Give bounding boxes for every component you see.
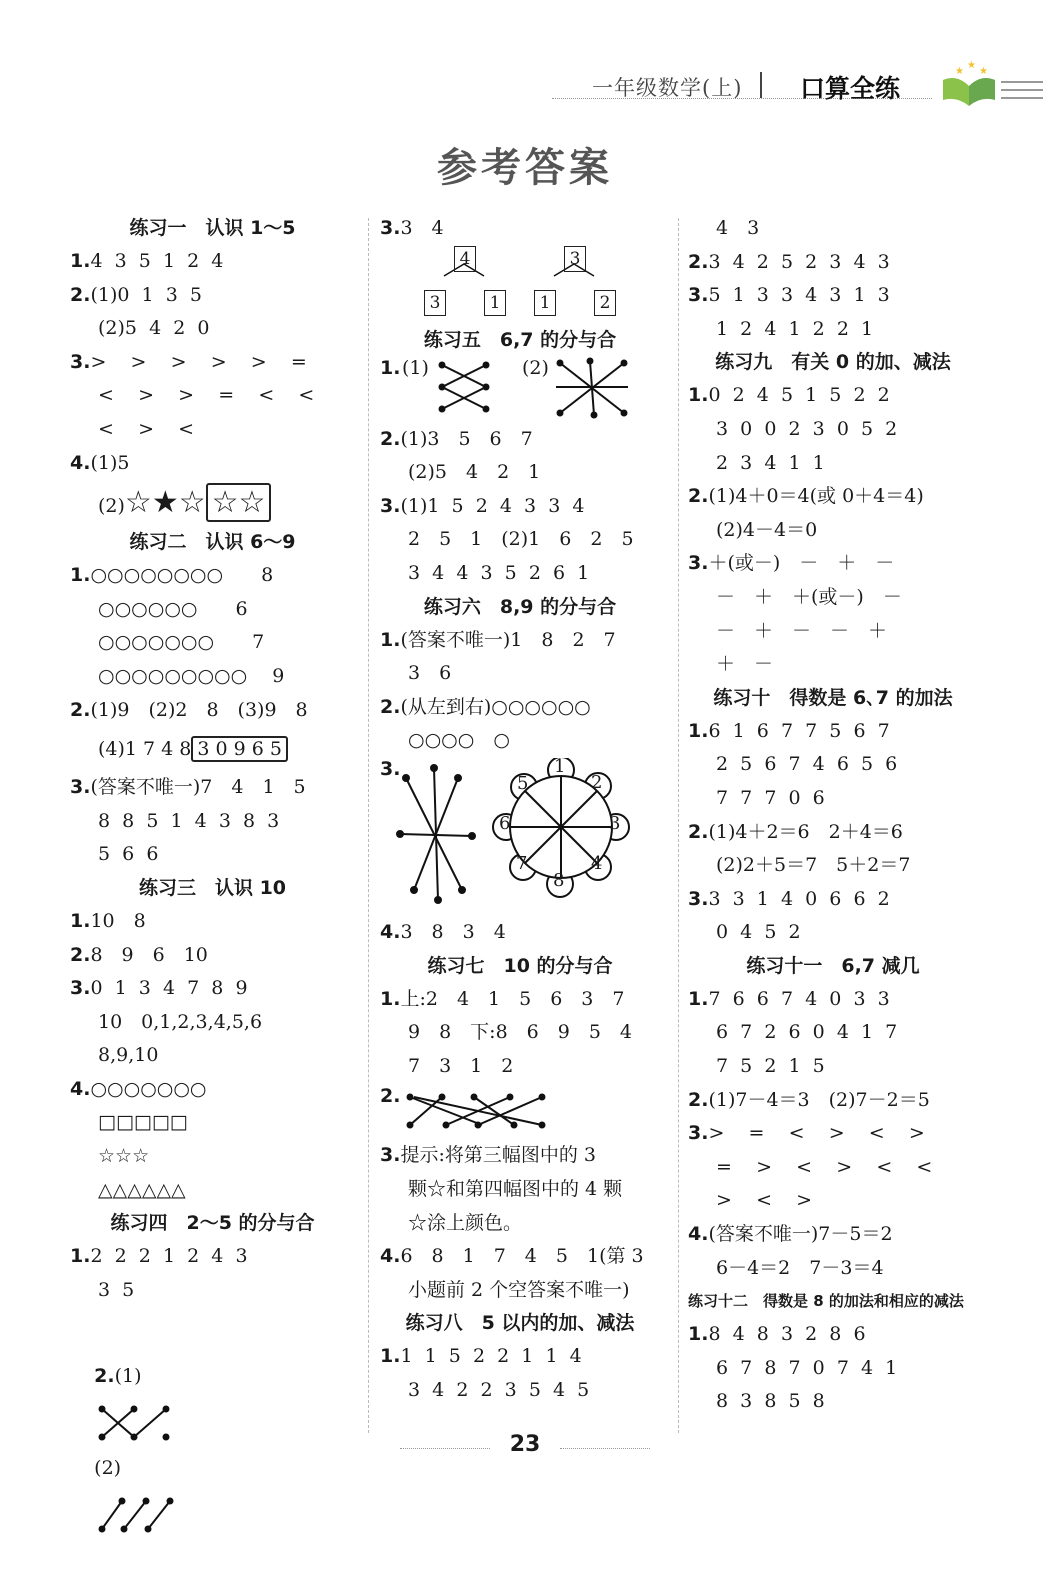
triangle-row: △△△△△△ bbox=[98, 1178, 186, 1201]
answer-row bbox=[688, 1352, 978, 1386]
number-trees bbox=[380, 246, 660, 324]
circle-row: ○○○○○○○○○ bbox=[98, 664, 248, 687]
matching-lines-icon bbox=[402, 1083, 572, 1139]
answer-values: > > > > > = bbox=[90, 350, 307, 373]
answer-row: 4.(答案不唯一)7－5＝2 bbox=[688, 1223, 893, 1246]
section-heading: 练习十二 得数是 8 的加法和相应的减法 bbox=[688, 1292, 964, 1311]
answer-row bbox=[70, 838, 355, 872]
answer-row bbox=[70, 593, 355, 627]
tree-top-box: 3 bbox=[564, 246, 586, 272]
answer-row bbox=[688, 212, 978, 246]
answer-row bbox=[70, 1039, 355, 1073]
answer-row: 4.(1)5 bbox=[70, 451, 130, 474]
answer-row bbox=[688, 782, 978, 816]
answer-values: 6－4＝2 7－3＝4 bbox=[716, 1256, 884, 1279]
petal-number: 6 bbox=[499, 812, 511, 834]
circle-count: 8 bbox=[261, 564, 274, 587]
petal-number: 7 bbox=[516, 852, 528, 874]
section-heading: 练习二 认识 6～9 bbox=[129, 531, 296, 554]
answer-values: 2 5 6 7 4 6 5 6 bbox=[716, 753, 898, 776]
answer-row bbox=[70, 1274, 355, 1308]
answer-values: 3 4 bbox=[400, 217, 444, 239]
answer-row: 4.6 8 1 7 4 5 1(第 3 bbox=[380, 1245, 644, 1268]
answer-values: (2)2＋5＝7 5＋2＝7 bbox=[716, 854, 911, 877]
answer-row bbox=[688, 413, 978, 447]
answer-values: 2 3 4 1 1 bbox=[716, 451, 825, 474]
petal-number: 3 bbox=[609, 812, 621, 834]
answer-values: (1)7－4＝3 (2)7－2＝5 bbox=[708, 1088, 930, 1111]
section-heading: 练习七 10 的分与合 bbox=[427, 954, 613, 977]
answer-row bbox=[688, 514, 978, 548]
answer-row bbox=[70, 480, 355, 526]
answer-values: (2)5 4 2 1 bbox=[408, 461, 541, 484]
answer-values: 6 7 2 6 0 4 1 7 bbox=[716, 1021, 898, 1044]
answer-row: 2.(1)9 (2)2 8 (3)9 8 bbox=[70, 698, 308, 721]
answer-row: 2.(1)4＋0＝4(或 0＋4＝4) bbox=[688, 485, 924, 508]
answer-row bbox=[70, 805, 355, 839]
sub-label: (1) bbox=[402, 356, 429, 379]
answer-values: 3 6 bbox=[408, 662, 452, 685]
answer-values: 8 3 8 5 8 bbox=[716, 1390, 825, 1413]
answer-row bbox=[70, 312, 355, 346]
answer-values: 5 6 6 bbox=[98, 843, 159, 866]
answer-row: 1.上:2 4 1 5 6 3 7 bbox=[380, 987, 625, 1010]
answer-row: 3.0 1 3 4 7 8 9 bbox=[70, 977, 248, 1000]
answer-row: 1.1 1 5 2 2 1 1 4 bbox=[380, 1345, 582, 1368]
answer-row: 2.(1)4＋2＝6 2＋4＝6 bbox=[688, 820, 903, 843]
answer-values: － ＋ － － ＋ bbox=[716, 619, 888, 642]
matching-lines-icon bbox=[380, 357, 650, 423]
answer-row: 2.8 9 6 10 bbox=[70, 943, 208, 966]
answer-values: 1 1 5 2 2 1 1 4 bbox=[400, 1345, 582, 1368]
answer-values: 0 1 3 4 7 8 9 bbox=[90, 977, 248, 1000]
answer-row: 1.6 1 6 7 7 5 6 7 bbox=[688, 719, 890, 742]
answer-values: 6 8 1 7 4 5 1(第 3 bbox=[400, 1245, 644, 1268]
answer-values: 6 7 8 7 0 7 4 1 bbox=[716, 1356, 898, 1379]
answer-row bbox=[380, 724, 660, 758]
answer-row: 1.4 3 5 1 2 4 bbox=[70, 250, 224, 272]
petal-number: 8 bbox=[553, 869, 565, 891]
answer-values: 7 7 7 0 6 bbox=[716, 786, 825, 809]
answer-row: 3.> = < > < > bbox=[688, 1122, 925, 1145]
answer-values: 1 2 4 1 2 2 1 bbox=[716, 317, 874, 340]
circle-row: (从左到右)○○○○○○ bbox=[400, 695, 591, 718]
answer-row: 1.○○○○○○○○ 8 bbox=[70, 564, 274, 587]
answer-row bbox=[380, 1207, 660, 1241]
star-row: ☆☆☆ bbox=[98, 1145, 150, 1168]
answer-row: 3.3 4 bbox=[380, 217, 444, 239]
svg-text:★: ★ bbox=[967, 60, 976, 71]
answer-values: < > < bbox=[98, 417, 195, 440]
answer-row bbox=[688, 1184, 978, 1218]
petal-number: 2 bbox=[591, 771, 603, 793]
answer-values: (1)9 (2)2 8 (3)9 8 bbox=[90, 698, 308, 721]
square-row: □□□□□ bbox=[98, 1111, 188, 1134]
answer-row bbox=[70, 379, 355, 413]
answer-row bbox=[380, 1173, 660, 1207]
answer-row bbox=[70, 660, 355, 694]
answer-row: 1.(答案不唯一)1 8 2 7 bbox=[380, 628, 616, 651]
star-shapes: ☆★☆ bbox=[124, 485, 206, 521]
circle-row: ○○○○○○○ bbox=[98, 631, 215, 654]
page-header bbox=[0, 60, 1050, 110]
answer-values: 4 3 bbox=[716, 217, 760, 239]
matching-lines-icon bbox=[94, 1495, 174, 1535]
answer-row: 3.5 1 3 3 4 3 1 3 bbox=[688, 284, 890, 307]
tree-right-box: 1 bbox=[484, 290, 506, 316]
boxed-answer: 3 0 9 6 5 bbox=[191, 736, 288, 762]
answer-values: 3 5 bbox=[98, 1278, 135, 1301]
answer-row bbox=[70, 626, 355, 660]
answer-row: 3.(1)1 5 2 4 3 3 4 bbox=[380, 494, 585, 517]
answer-row: 3.3 3 1 4 0 6 6 2 bbox=[688, 887, 890, 910]
section-heading: 练习一 认识 1～5 bbox=[129, 217, 296, 239]
answer-values: 3 4 4 3 5 2 6 1 bbox=[408, 561, 590, 584]
answer-values: 6 1 6 7 7 5 6 7 bbox=[708, 719, 890, 742]
answer-values: 8 4 8 3 2 8 6 bbox=[708, 1323, 866, 1346]
section-heading: 练习十 得数是 6､7 的加法 bbox=[713, 686, 953, 709]
petal-number: 5 bbox=[517, 772, 529, 794]
answer-row: 3.提示:将第三幅图中的 3 bbox=[380, 1144, 596, 1167]
answer-values: 3 0 0 2 3 0 5 2 bbox=[716, 417, 898, 440]
answer-row: 2.(1)7－4＝3 (2)7－2＝5 bbox=[688, 1088, 930, 1111]
answer-values: 7 6 6 7 4 0 3 3 bbox=[708, 987, 890, 1010]
book-title: 一年级数学(上) bbox=[592, 76, 743, 100]
answer-values: < > > = < < bbox=[98, 384, 315, 407]
answer-values: (1)4＋2＝6 2＋4＝6 bbox=[708, 820, 903, 843]
answer-row bbox=[688, 615, 978, 649]
answer-values: (答案不唯一)1 8 2 7 bbox=[400, 628, 616, 651]
answer-row bbox=[70, 413, 355, 447]
answer-row bbox=[380, 523, 660, 557]
answer-values: (1)3 5 6 7 bbox=[400, 427, 533, 450]
answer-row: 1.2 2 2 1 2 4 3 bbox=[70, 1245, 248, 1268]
boxed-stars: ☆☆ bbox=[206, 483, 272, 522]
answer-values: 3 4 2 2 3 5 4 5 bbox=[408, 1378, 590, 1401]
answer-values: ＋ － bbox=[716, 653, 774, 676]
answer-values: ＋(或－) － ＋ － bbox=[708, 552, 895, 575]
answer-values: 10 8 bbox=[90, 909, 146, 932]
petal-number: 4 bbox=[591, 852, 603, 874]
circle-row: ○○○○○○ bbox=[98, 597, 198, 620]
answer-row: 2.3 4 2 5 2 3 4 3 bbox=[688, 250, 890, 273]
answer-values: (2)5 4 2 0 bbox=[98, 317, 210, 340]
answer-row bbox=[688, 447, 978, 481]
tree-top-box: 4 bbox=[454, 246, 476, 272]
answer-values: 小题前 2 个空答案不唯一) bbox=[408, 1278, 630, 1301]
answer-row: 2. bbox=[380, 1083, 660, 1139]
section-heading: 练习五 6,7 的分与合 bbox=[423, 328, 617, 351]
answer-row bbox=[380, 1374, 660, 1408]
column-divider bbox=[678, 218, 679, 1433]
circle-count: 7 bbox=[252, 631, 265, 654]
answer-row: 3. 1 2 3 4 8 7 6 5 bbox=[380, 758, 660, 916]
answer-row: 1.10 8 bbox=[70, 909, 146, 932]
answer-row bbox=[688, 1252, 978, 1286]
tree-left-box: 3 bbox=[424, 290, 446, 316]
answer-row: 3.(答案不唯一)7 4 1 5 bbox=[70, 776, 306, 799]
column-divider bbox=[368, 218, 369, 1433]
answer-row bbox=[70, 1174, 355, 1208]
answer-values: (答案不唯一)7－5＝2 bbox=[708, 1223, 893, 1246]
answer-row: 1.8 4 8 3 2 8 6 bbox=[688, 1323, 866, 1346]
answer-row bbox=[70, 1106, 355, 1140]
answer-values: 8 9 6 10 bbox=[90, 943, 208, 966]
answer-values: = > < > < < bbox=[716, 1155, 933, 1178]
answer-values: 7 5 2 1 5 bbox=[716, 1055, 825, 1078]
answer-values: 9 8 下:8 6 9 5 4 bbox=[408, 1021, 633, 1044]
answer-values: － ＋ ＋(或－) － bbox=[716, 585, 902, 608]
answer-values: (答案不唯一)7 4 1 5 bbox=[90, 776, 306, 799]
section-heading: 练习十一 6,7 减几 bbox=[746, 954, 920, 977]
answer-row: 3.＋(或－) － ＋ － bbox=[688, 552, 895, 575]
answer-values: 0 4 5 2 bbox=[716, 921, 801, 944]
section-heading: 练习九 有关 0 的加、减法 bbox=[715, 351, 951, 374]
answer-row bbox=[380, 1050, 660, 1084]
answer-values: 5 1 3 3 4 3 1 3 bbox=[708, 284, 890, 307]
sub-label: (1) bbox=[114, 1365, 142, 1388]
section-heading: 练习四 2～5 的分与合 bbox=[110, 1212, 315, 1235]
answer-row bbox=[380, 557, 660, 591]
tree-left-box: 1 bbox=[534, 290, 556, 316]
answer-values: 7 3 1 2 bbox=[408, 1054, 514, 1077]
series-title: 口算全练 bbox=[800, 74, 901, 103]
book-logo-icon bbox=[935, 60, 1045, 110]
answer-row: 4.○○○○○○○ bbox=[70, 1077, 207, 1100]
petal-number: 1 bbox=[554, 755, 566, 777]
answer-row: 3.> > > > > = bbox=[70, 350, 307, 373]
section-heading: 练习六 8,9 的分与合 bbox=[423, 595, 617, 618]
answer-values: ☆涂上颜色。 bbox=[408, 1211, 523, 1234]
header-separator bbox=[760, 72, 762, 98]
answer-row bbox=[70, 1140, 355, 1174]
circle-count: 6 bbox=[235, 597, 248, 620]
answer-values: (1)0 1 3 5 bbox=[90, 283, 202, 306]
answer-row bbox=[688, 1050, 978, 1084]
answer-values: > = < > < > bbox=[708, 1122, 925, 1145]
sub-label: (2) bbox=[98, 495, 125, 518]
answer-column-1 bbox=[70, 212, 355, 1480]
answer-row bbox=[688, 313, 978, 347]
answer-values: 8,9,10 bbox=[98, 1044, 159, 1067]
answer-row bbox=[380, 456, 660, 490]
answer-values: 10 0,1,2,3,4,5,6 bbox=[98, 1010, 263, 1033]
answer-values: 8 8 5 1 4 3 8 3 bbox=[98, 809, 280, 832]
answer-values: (4)1 7 4 8 bbox=[98, 738, 192, 761]
answer-values: 3 3 1 4 0 6 6 2 bbox=[708, 887, 890, 910]
answer-row: 2.(1)3 5 6 7 bbox=[380, 427, 533, 450]
section-heading: 练习八 5 以内的加、减法 bbox=[405, 1312, 635, 1335]
svg-text:★: ★ bbox=[955, 66, 964, 77]
answer-values: > < > bbox=[716, 1189, 813, 1212]
answer-row: 2.(1) (2) bbox=[70, 1307, 355, 1353]
answer-values: 3 4 2 5 2 3 4 3 bbox=[708, 250, 890, 273]
answer-row bbox=[688, 849, 978, 883]
answer-row bbox=[380, 1016, 660, 1050]
answer-row: 2.(从左到右)○○○○○○ bbox=[380, 695, 591, 718]
answer-row bbox=[70, 1006, 355, 1040]
answer-row bbox=[688, 1151, 978, 1185]
answer-values: 4 3 5 1 2 4 bbox=[90, 250, 224, 272]
answer-row bbox=[688, 916, 978, 950]
sub-label: (2) bbox=[94, 1457, 122, 1480]
answer-row bbox=[688, 748, 978, 782]
answer-row: 1. (1) (2) bbox=[380, 357, 660, 423]
tree-right-box: 2 bbox=[594, 290, 616, 316]
answer-values: 3 8 3 4 bbox=[400, 920, 506, 943]
answer-row bbox=[380, 1274, 660, 1308]
answer-row: 4.3 8 3 4 bbox=[380, 920, 506, 943]
page-number: 23 bbox=[509, 1432, 541, 1457]
answer-values: 提示:将第三幅图中的 3 bbox=[400, 1144, 596, 1167]
answer-values: 2 2 2 1 2 4 3 bbox=[90, 1245, 248, 1268]
answer-values: (1)5 bbox=[90, 451, 130, 474]
answer-values: 0 2 4 5 1 5 2 2 bbox=[708, 384, 890, 407]
answer-values: (1)4＋0＝4(或 0＋4＝4) bbox=[708, 485, 924, 508]
answer-values: 2 5 1 (2)1 6 2 5 bbox=[408, 528, 634, 551]
answer-column-3 bbox=[688, 212, 978, 1442]
answer-row: 1.7 6 6 7 4 0 3 3 bbox=[688, 987, 890, 1010]
answer-row bbox=[70, 727, 355, 771]
answer-row bbox=[380, 657, 660, 691]
page-title: 参考答案 bbox=[437, 145, 613, 191]
circle-row: ○○○○○○○ bbox=[90, 1077, 207, 1100]
answer-row: 2.(1)0 1 3 5 bbox=[70, 283, 202, 306]
answer-row bbox=[688, 1385, 978, 1419]
answer-row bbox=[688, 1016, 978, 1050]
circle-row: ○○○○ ○ bbox=[408, 729, 510, 752]
circle-count: 9 bbox=[272, 664, 285, 687]
answer-column-2 bbox=[380, 212, 660, 1442]
sub-label: (2) bbox=[522, 356, 549, 379]
section-heading: 练习三 认识 10 bbox=[138, 876, 287, 899]
answer-row bbox=[688, 581, 978, 615]
svg-text:★: ★ bbox=[979, 66, 988, 77]
answer-row: 1.0 2 4 5 1 5 2 2 bbox=[688, 384, 890, 407]
circle-row: ○○○○○○○○ bbox=[90, 564, 224, 587]
answer-values: 颗☆和第四幅图中的 4 颗 bbox=[408, 1177, 623, 1200]
answer-values: (2)4－4＝0 bbox=[716, 518, 818, 541]
answer-values: 上:2 4 1 5 6 3 7 bbox=[400, 987, 625, 1010]
answer-values: (1)1 5 2 4 3 3 4 bbox=[400, 494, 585, 517]
answer-row bbox=[688, 648, 978, 682]
